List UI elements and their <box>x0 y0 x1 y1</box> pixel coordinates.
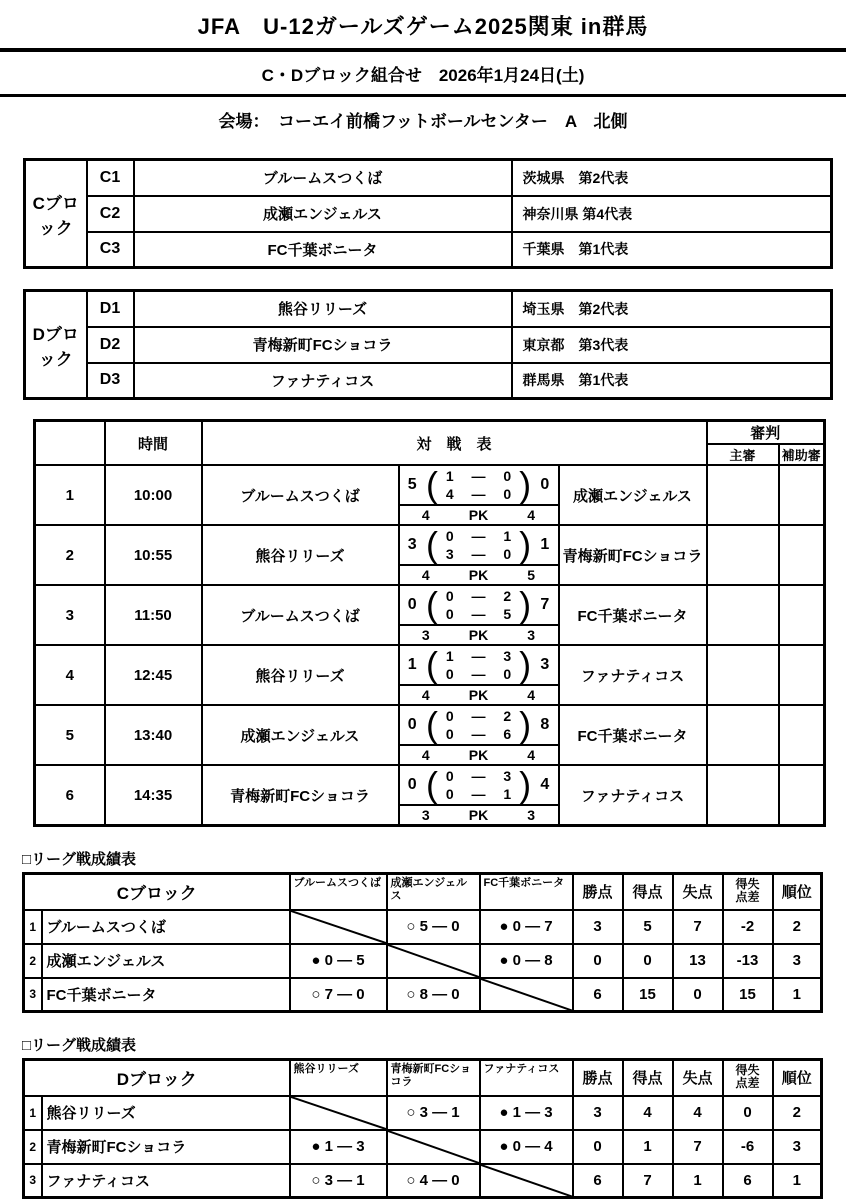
match-row <box>35 645 825 705</box>
open-paren: ( <box>425 645 438 685</box>
opponent-header: FC千葉ボニータ <box>480 874 573 910</box>
main-referee-cell <box>707 765 779 826</box>
main-referee-cell <box>707 525 779 585</box>
score-cell <box>399 525 559 585</box>
pk-label: PK <box>468 747 489 763</box>
row-number: 3 <box>24 1164 42 1198</box>
league-team-name: 熊谷リリーズ <box>42 1096 290 1130</box>
half-scores <box>439 527 518 563</box>
pk-label: PK <box>468 627 489 643</box>
self-match-cell <box>387 1130 480 1164</box>
goals-for-header: 得点 <box>623 1060 673 1096</box>
block-row <box>25 196 832 232</box>
open-paren: ( <box>425 465 438 505</box>
goals-for-cell: 4 <box>623 1096 673 1130</box>
match-no-header <box>35 421 105 466</box>
pk-row <box>400 504 558 524</box>
league-table-d <box>22 1058 823 1199</box>
away-team: FC千葉ボニータ <box>559 585 707 645</box>
league-block-label: Dブロック <box>24 1060 290 1096</box>
second-half-score: 0 — 5 <box>445 606 512 622</box>
first-half-score: 1 — 0 <box>445 468 512 484</box>
league-team-name: ファナティコス <box>42 1164 290 1198</box>
assistant-referee-header: 補助審 <box>779 444 825 465</box>
team-code: C1 <box>87 160 134 196</box>
match-time: 14:35 <box>105 765 202 826</box>
away-total-score: 7 <box>540 596 550 613</box>
team-name: 成瀬エンジェルス <box>134 196 512 232</box>
match-time: 12:45 <box>105 645 202 705</box>
goal-diff-cell: 6 <box>723 1164 773 1198</box>
points-cell: 3 <box>573 910 623 944</box>
home-total-score: 1 <box>407 656 417 673</box>
score-cell <box>399 645 559 705</box>
goal-diff-cell: 0 <box>723 1096 773 1130</box>
away-team: 青梅新町FCショコラ <box>559 525 707 585</box>
match-no: 6 <box>35 765 105 826</box>
opponent-header: ファナティコス <box>480 1060 573 1096</box>
team-prefecture: 神奈川県 第4代表 <box>512 196 832 232</box>
pk-home: 4 <box>421 687 430 703</box>
block-label: Dブロック <box>25 291 87 399</box>
block-row <box>25 327 832 363</box>
row-number: 1 <box>24 910 42 944</box>
match-time: 10:00 <box>105 465 202 525</box>
assistant-referee-cell <box>779 465 825 525</box>
goals-for-cell: 0 <box>623 944 673 978</box>
second-half-score: 0 — 0 <box>445 666 512 682</box>
away-total-score: 4 <box>540 776 550 793</box>
home-team: ブルームスつくば <box>202 585 399 645</box>
match-time: 10:55 <box>105 525 202 585</box>
main-referee-cell <box>707 465 779 525</box>
row-number: 1 <box>24 1096 42 1130</box>
rank-header: 順位 <box>773 874 822 910</box>
close-paren: ) <box>519 645 532 685</box>
team-name: 青梅新町FCショコラ <box>134 327 512 363</box>
block-label: Cブロック <box>25 160 87 268</box>
match-no: 3 <box>35 585 105 645</box>
pk-home: 4 <box>421 507 430 523</box>
pk-home: 4 <box>421 747 430 763</box>
score-main <box>400 466 558 504</box>
half-scores <box>439 467 518 503</box>
score-main <box>400 766 558 804</box>
open-paren: ( <box>425 705 438 745</box>
team-prefecture: 埼玉県 第2代表 <box>512 291 832 327</box>
team-code: C2 <box>87 196 134 232</box>
score-main <box>400 586 558 624</box>
home-total-score: 0 <box>407 776 417 793</box>
close-paren: ) <box>519 705 532 745</box>
opponent-header: ブルームスつくば <box>290 874 387 910</box>
rank-cell: 2 <box>773 1096 822 1130</box>
pk-home: 3 <box>421 807 430 823</box>
diagonal-line <box>291 1097 386 1129</box>
assistant-referee-cell <box>779 645 825 705</box>
half-scores <box>439 767 518 803</box>
vs-header: 対 戦 表 <box>202 421 707 466</box>
referee-header: 審判 <box>707 421 825 445</box>
open-paren: ( <box>425 765 438 805</box>
main-referee-cell <box>707 705 779 765</box>
goal-diff-header: 得失点差 <box>723 1060 773 1096</box>
open-paren: ( <box>425 585 438 625</box>
result-cell: ● 0 — 7 <box>480 910 573 944</box>
second-half-score: 0 — 1 <box>445 786 512 802</box>
match-no: 5 <box>35 705 105 765</box>
team-code: D1 <box>87 291 134 327</box>
rank-cell: 1 <box>773 1164 822 1198</box>
block-row <box>25 232 832 268</box>
away-team: FC千葉ボニータ <box>559 705 707 765</box>
second-half-score: 3 — 0 <box>445 546 512 562</box>
home-total-score: 5 <box>407 476 417 493</box>
assistant-referee-cell <box>779 765 825 826</box>
row-number: 3 <box>24 978 42 1012</box>
self-match-cell <box>480 1164 573 1198</box>
result-cell: ● 1 — 3 <box>480 1096 573 1130</box>
self-match-cell <box>480 978 573 1012</box>
block-table-c <box>23 158 833 269</box>
points-cell: 6 <box>573 978 623 1012</box>
league-team-name: FC千葉ボニータ <box>42 978 290 1012</box>
result-cell: ● 0 — 4 <box>480 1130 573 1164</box>
league-block-label: Cブロック <box>24 874 290 910</box>
pk-row <box>400 624 558 644</box>
home-team: 青梅新町FCショコラ <box>202 765 399 826</box>
pk-label: PK <box>468 507 489 523</box>
home-total-score: 3 <box>407 536 417 553</box>
divider-rule-1 <box>0 48 846 52</box>
team-code: D3 <box>87 363 134 399</box>
goal-diff-cell: -6 <box>723 1130 773 1164</box>
match-row <box>35 585 825 645</box>
result-cell: ● 0 — 5 <box>290 944 387 978</box>
time-header: 時間 <box>105 421 202 466</box>
self-match-cell <box>290 910 387 944</box>
first-half-score: 0 — 2 <box>445 588 512 604</box>
close-paren: ) <box>519 525 532 565</box>
home-team: 熊谷リリーズ <box>202 525 399 585</box>
goals-for-cell: 5 <box>623 910 673 944</box>
venue-line: 会場： コーエイ前橋フットボールセンター A 北側 <box>218 112 628 131</box>
points-cell: 6 <box>573 1164 623 1198</box>
row-number: 2 <box>24 1130 42 1164</box>
open-paren: ( <box>425 525 438 565</box>
opponent-header: 青梅新町FCショコラ <box>387 1060 480 1096</box>
match-row <box>35 765 825 826</box>
page-title: JFA U-12ガールズゲーム2025関東 in群馬 <box>197 14 649 39</box>
pk-away: 3 <box>527 627 536 643</box>
result-cell: ○ 5 — 0 <box>387 910 480 944</box>
points-header: 勝点 <box>573 1060 623 1096</box>
league-team-name: 青梅新町FCショコラ <box>42 1130 290 1164</box>
block-table-d <box>23 289 833 400</box>
league-team-name: ブルームスつくば <box>42 910 290 944</box>
pk-home: 4 <box>421 567 430 583</box>
away-total-score: 0 <box>540 476 550 493</box>
first-half-score: 0 — 2 <box>445 708 512 724</box>
goals-against-cell: 7 <box>673 910 723 944</box>
result-cell: ○ 3 — 1 <box>387 1096 480 1130</box>
points-header: 勝点 <box>573 874 623 910</box>
league-row <box>24 1130 822 1164</box>
goal-diff-cell: -2 <box>723 910 773 944</box>
goals-against-cell: 0 <box>673 978 723 1012</box>
first-half-score: 1 — 3 <box>445 648 512 664</box>
team-prefecture: 千葉県 第1代表 <box>512 232 832 268</box>
opponent-header: 熊谷リリーズ <box>290 1060 387 1096</box>
pk-label: PK <box>468 567 489 583</box>
points-cell: 0 <box>573 1130 623 1164</box>
home-team: ブルームスつくば <box>202 465 399 525</box>
goal-diff-cell: -13 <box>723 944 773 978</box>
league-row <box>24 944 822 978</box>
score-main <box>400 646 558 684</box>
pk-row <box>400 564 558 584</box>
assistant-referee-cell <box>779 585 825 645</box>
goals-for-cell: 15 <box>623 978 673 1012</box>
row-number: 2 <box>24 944 42 978</box>
block-row <box>25 160 832 196</box>
away-team: ファナティコス <box>559 765 707 826</box>
match-row <box>35 465 825 525</box>
pk-away: 3 <box>527 807 536 823</box>
goals-against-cell: 13 <box>673 944 723 978</box>
result-cell: ○ 7 — 0 <box>290 978 387 1012</box>
main-referee-cell <box>707 645 779 705</box>
rank-cell: 3 <box>773 944 822 978</box>
goals-against-header: 失点 <box>673 874 723 910</box>
first-half-score: 0 — 1 <box>445 528 512 544</box>
goals-for-cell: 1 <box>623 1130 673 1164</box>
half-scores <box>439 587 518 623</box>
goals-against-header: 失点 <box>673 1060 723 1096</box>
rank-cell: 1 <box>773 978 822 1012</box>
pk-row <box>400 804 558 824</box>
home-team: 熊谷リリーズ <box>202 645 399 705</box>
match-no: 1 <box>35 465 105 525</box>
diagonal-line <box>388 945 479 977</box>
self-match-cell <box>290 1096 387 1130</box>
first-half-score: 0 — 3 <box>445 768 512 784</box>
match-row <box>35 525 825 585</box>
score-main <box>400 706 558 744</box>
league-title: □リーグ戦成績表 <box>22 851 137 868</box>
result-cell: ● 1 — 3 <box>290 1130 387 1164</box>
team-name: 熊谷リリーズ <box>134 291 512 327</box>
team-prefecture: 群馬県 第1代表 <box>512 363 832 399</box>
league-section-d <box>22 1034 846 1199</box>
match-table-header <box>35 421 825 445</box>
rank-header: 順位 <box>773 1060 822 1096</box>
pk-away: 4 <box>527 507 536 523</box>
score-cell <box>399 765 559 826</box>
divider-rule-2 <box>0 94 846 97</box>
team-prefecture: 茨城県 第2代表 <box>512 160 832 196</box>
league-row <box>24 978 822 1012</box>
away-total-score: 8 <box>540 716 550 733</box>
half-scores <box>439 707 518 743</box>
away-total-score: 3 <box>540 656 550 673</box>
self-match-cell <box>387 944 480 978</box>
pk-away: 5 <box>527 567 536 583</box>
close-paren: ) <box>519 585 532 625</box>
team-name: ファナティコス <box>134 363 512 399</box>
diagonal-line <box>291 911 386 943</box>
score-cell <box>399 705 559 765</box>
opponent-header: 成瀬エンジェルス <box>387 874 480 910</box>
league-row <box>24 910 822 944</box>
diagonal-line <box>481 979 572 1011</box>
home-total-score: 0 <box>407 716 417 733</box>
assistant-referee-cell <box>779 705 825 765</box>
match-time: 11:50 <box>105 585 202 645</box>
goals-against-cell: 4 <box>673 1096 723 1130</box>
score-cell <box>399 465 559 525</box>
page-subtitle: C・Dブロック組合せ 2026年1月24日(土) <box>261 66 585 85</box>
away-team: ファナティコス <box>559 645 707 705</box>
league-table-c <box>22 872 823 1013</box>
goals-against-cell: 1 <box>673 1164 723 1198</box>
team-code: D2 <box>87 327 134 363</box>
match-time: 13:40 <box>105 705 202 765</box>
score-cell <box>399 585 559 645</box>
league-title: □リーグ戦成績表 <box>22 1037 137 1054</box>
goals-for-cell: 7 <box>623 1164 673 1198</box>
pk-row <box>400 684 558 704</box>
away-total-score: 1 <box>540 536 550 553</box>
match-row <box>35 705 825 765</box>
diagonal-line <box>388 1131 479 1163</box>
league-header-row <box>24 1060 822 1096</box>
team-name: FC千葉ボニータ <box>134 232 512 268</box>
result-cell: ○ 3 — 1 <box>290 1164 387 1198</box>
main-referee-header: 主審 <box>707 444 779 465</box>
pk-away: 4 <box>527 687 536 703</box>
main-referee-cell <box>707 585 779 645</box>
assistant-referee-cell <box>779 525 825 585</box>
second-half-score: 0 — 6 <box>445 726 512 742</box>
goal-diff-header: 得失点差 <box>723 874 773 910</box>
points-cell: 3 <box>573 1096 623 1130</box>
team-code: C3 <box>87 232 134 268</box>
pk-row <box>400 744 558 764</box>
home-total-score: 0 <box>407 596 417 613</box>
rank-cell: 3 <box>773 1130 822 1164</box>
points-cell: 0 <box>573 944 623 978</box>
block-row <box>25 363 832 399</box>
team-prefecture: 東京都 第3代表 <box>512 327 832 363</box>
league-team-name: 成瀬エンジェルス <box>42 944 290 978</box>
rank-cell: 2 <box>773 910 822 944</box>
match-no: 2 <box>35 525 105 585</box>
pk-label: PK <box>468 807 489 823</box>
match-no: 4 <box>35 645 105 705</box>
pk-home: 3 <box>421 627 430 643</box>
result-cell: ● 0 — 8 <box>480 944 573 978</box>
close-paren: ) <box>519 765 532 805</box>
goals-for-header: 得点 <box>623 874 673 910</box>
team-name: ブルームスつくば <box>134 160 512 196</box>
goal-diff-cell: 15 <box>723 978 773 1012</box>
goals-against-cell: 7 <box>673 1130 723 1164</box>
second-half-score: 4 — 0 <box>445 486 512 502</box>
close-paren: ) <box>519 465 532 505</box>
league-section-c <box>22 848 846 1013</box>
result-cell: ○ 4 — 0 <box>387 1164 480 1198</box>
away-team: 成瀬エンジェルス <box>559 465 707 525</box>
league-row <box>24 1096 822 1130</box>
block-row <box>25 291 832 327</box>
match-table <box>33 419 826 827</box>
league-header-row <box>24 874 822 910</box>
league-row <box>24 1164 822 1198</box>
pk-label: PK <box>468 687 489 703</box>
result-cell: ○ 8 — 0 <box>387 978 480 1012</box>
half-scores <box>439 647 518 683</box>
diagonal-line <box>481 1165 572 1197</box>
pk-away: 4 <box>527 747 536 763</box>
home-team: 成瀬エンジェルス <box>202 705 399 765</box>
score-main <box>400 526 558 564</box>
